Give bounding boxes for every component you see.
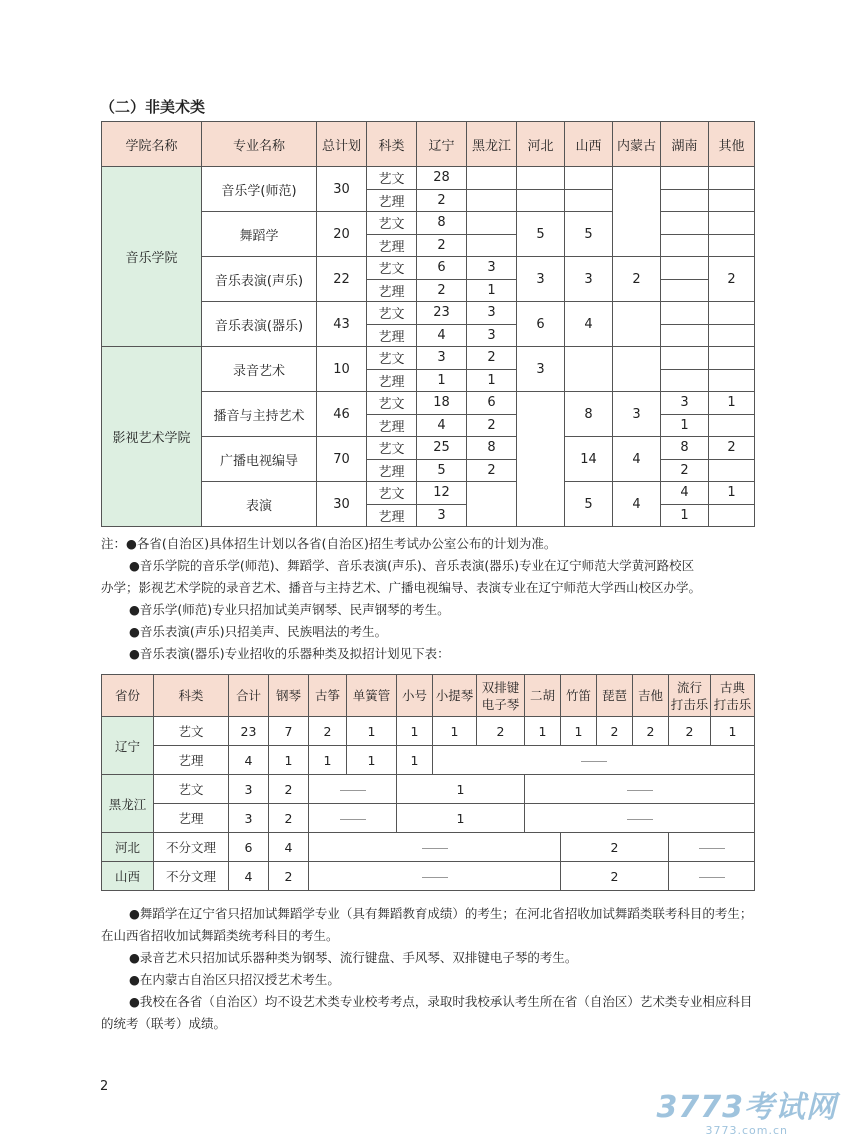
category-cell: 艺文	[367, 482, 417, 505]
empty-cell	[613, 167, 661, 257]
empty-cell	[467, 482, 517, 527]
value-cell: 3	[417, 347, 467, 370]
value-cell: 3	[613, 392, 661, 437]
total-cell: 10	[317, 347, 367, 392]
category-cell: 艺文	[367, 302, 417, 325]
watermark-logo	[657, 1082, 838, 1137]
value-cell: 3	[417, 504, 467, 527]
province-cell: 河北	[102, 833, 154, 862]
section-title: （二）非美术类	[100, 98, 206, 116]
note-line: ●音乐学(师范)专业只招加试美声钢琴、民声钢琴的考生。	[129, 602, 450, 617]
empty-cell	[709, 414, 755, 437]
category-cell: 艺理	[367, 189, 417, 212]
value-cell: 2	[477, 717, 525, 746]
total-cell: 70	[317, 437, 367, 482]
dash-cell	[433, 746, 755, 775]
value-cell: 1	[397, 746, 433, 775]
category-cell: 艺文	[367, 167, 417, 190]
note-line: 办学；影视艺术学院的录音艺术、播音与主持艺术、广播电视编导、表演专业在辽宁师范大学西山校区办学。	[101, 580, 702, 595]
value-cell: 1	[397, 775, 525, 804]
dash-mark	[627, 790, 653, 791]
value-cell: 8	[565, 392, 613, 437]
value-cell: 12	[417, 482, 467, 505]
category-cell: 不分文理	[154, 833, 229, 862]
table-row	[102, 717, 755, 746]
province-cell: 黑龙江	[102, 775, 154, 833]
value-cell: 1	[467, 369, 517, 392]
dash-mark	[422, 877, 448, 878]
value-cell: 4	[229, 862, 269, 891]
value-cell: 4	[417, 324, 467, 347]
value-cell: 1	[661, 504, 709, 527]
empty-cell	[661, 234, 709, 257]
dash-cell	[669, 833, 755, 862]
dash-cell	[525, 775, 755, 804]
value-cell: 2	[561, 862, 669, 891]
value-cell: 1	[525, 717, 561, 746]
dash-cell	[669, 862, 755, 891]
table-row	[102, 804, 755, 833]
empty-cell	[709, 212, 755, 235]
total-cell: 30	[317, 167, 367, 212]
dash-mark	[340, 819, 366, 820]
header-cell: 古典 打击乐	[711, 675, 755, 717]
value-cell: 2	[709, 437, 755, 460]
note-line: ●我校在各省（自治区）均不设艺术类专业校考考点，录取时我校承认考生所在省（自治区）艺术类专业相应科目的统考（联考）成绩。	[101, 994, 753, 1031]
value-cell: 23	[229, 717, 269, 746]
dash-cell	[309, 775, 397, 804]
table-row	[102, 746, 755, 775]
header-cell: 吉他	[633, 675, 669, 717]
empty-cell	[661, 324, 709, 347]
header-cell: 专业名称	[202, 122, 317, 167]
dash-cell	[309, 862, 561, 891]
value-cell: 4	[613, 437, 661, 482]
category-cell: 艺文	[367, 212, 417, 235]
province-cell: 辽宁	[102, 717, 154, 775]
major-cell: 音乐学(师范)	[202, 167, 317, 212]
empty-cell	[661, 212, 709, 235]
value-cell: 1	[309, 746, 347, 775]
empty-cell	[709, 347, 755, 370]
instrument-plan-table	[101, 674, 755, 891]
empty-cell	[709, 324, 755, 347]
value-cell: 3	[517, 347, 565, 392]
total-cell: 20	[317, 212, 367, 257]
empty-cell	[709, 459, 755, 482]
major-cell: 表演	[202, 482, 317, 527]
value-cell: 1	[709, 482, 755, 505]
header-cell: 辽宁	[417, 122, 467, 167]
value-cell: 6	[417, 257, 467, 280]
header-cell: 科类	[154, 675, 229, 717]
value-cell: 4	[565, 302, 613, 347]
value-cell: 2	[269, 862, 309, 891]
value-cell: 2	[417, 234, 467, 257]
value-cell: 2	[661, 459, 709, 482]
note-line: ●录音艺术只招加试乐器种类为钢琴、流行键盘、手风琴、双排键电子琴的考生。	[129, 950, 578, 965]
value-cell: 2	[417, 279, 467, 302]
empty-cell	[565, 189, 613, 212]
value-cell: 28	[417, 167, 467, 190]
value-cell: 3	[661, 392, 709, 415]
empty-cell	[517, 189, 565, 212]
value-cell: 4	[269, 833, 309, 862]
value-cell: 4	[613, 482, 661, 527]
notes-block	[101, 533, 761, 665]
header-cell: 流行 打击乐	[669, 675, 711, 717]
value-cell: 2	[467, 414, 517, 437]
header-cell: 山西	[565, 122, 613, 167]
table-header-row	[102, 675, 755, 717]
college-cell: 影视艺术学院	[102, 347, 202, 527]
total-cell: 43	[317, 302, 367, 347]
header-cell: 科类	[367, 122, 417, 167]
table-row	[102, 833, 755, 862]
value-cell: 18	[417, 392, 467, 415]
empty-cell	[613, 347, 661, 392]
value-cell: 2	[269, 775, 309, 804]
notes-block-2	[101, 903, 761, 1035]
value-cell: 5	[417, 459, 467, 482]
header-cell: 总计划	[317, 122, 367, 167]
category-cell: 艺理	[367, 234, 417, 257]
value-cell: 1	[397, 717, 433, 746]
empty-cell	[661, 189, 709, 212]
table-row	[102, 347, 755, 370]
category-cell: 不分文理	[154, 862, 229, 891]
value-cell: 6	[229, 833, 269, 862]
empty-cell	[709, 234, 755, 257]
value-cell: 1	[269, 746, 309, 775]
empty-cell	[565, 347, 613, 392]
total-cell: 46	[317, 392, 367, 437]
empty-cell	[661, 167, 709, 190]
header-cell: 古筝	[309, 675, 347, 717]
table-row	[102, 167, 755, 190]
category-cell: 艺文	[154, 775, 229, 804]
empty-cell	[517, 392, 565, 527]
total-cell: 22	[317, 257, 367, 302]
value-cell: 2	[561, 833, 669, 862]
table-row	[102, 862, 755, 891]
value-cell: 7	[269, 717, 309, 746]
value-cell: 2	[709, 257, 755, 302]
value-cell: 2	[417, 189, 467, 212]
value-cell: 3	[229, 775, 269, 804]
category-cell: 艺文	[154, 717, 229, 746]
value-cell: 4	[229, 746, 269, 775]
value-cell: 3	[229, 804, 269, 833]
value-cell: 1	[711, 717, 755, 746]
header-cell: 学院名称	[102, 122, 202, 167]
header-cell: 其他	[709, 122, 755, 167]
category-cell: 艺文	[367, 437, 417, 460]
value-cell: 2	[467, 459, 517, 482]
table-header-row	[102, 122, 755, 167]
category-cell: 艺文	[367, 347, 417, 370]
header-cell: 琵琶	[597, 675, 633, 717]
value-cell: 1	[709, 392, 755, 415]
header-cell: 双排键 电子琴	[477, 675, 525, 717]
major-cell: 舞蹈学	[202, 212, 317, 257]
value-cell: 3	[467, 324, 517, 347]
value-cell: 2	[269, 804, 309, 833]
empty-cell	[467, 189, 517, 212]
empty-cell	[661, 347, 709, 370]
note-line: ●舞蹈学在辽宁省只招加试舞蹈学专业（具有舞蹈教育成绩）的考生；在河北省招收加试舞蹈类联考科目的考生；在山西省招收加试舞蹈类统考科目的考生。	[101, 906, 753, 943]
value-cell: 1	[433, 717, 477, 746]
empty-cell	[467, 234, 517, 257]
category-cell: 艺理	[367, 279, 417, 302]
dash-mark	[699, 877, 725, 878]
empty-cell	[709, 369, 755, 392]
note-line: ●在内蒙古自治区只招汉授艺术考生。	[129, 972, 340, 987]
value-cell: 1	[347, 746, 397, 775]
category-cell: 艺理	[367, 324, 417, 347]
value-cell: 1	[661, 414, 709, 437]
empty-cell	[565, 167, 613, 190]
header-cell: 单簧管	[347, 675, 397, 717]
header-cell: 小提琴	[433, 675, 477, 717]
value-cell: 1	[561, 717, 597, 746]
value-cell: 23	[417, 302, 467, 325]
major-cell: 播音与主持艺术	[202, 392, 317, 437]
value-cell: 5	[565, 212, 613, 257]
category-cell: 艺理	[367, 369, 417, 392]
value-cell: 8	[661, 437, 709, 460]
header-cell: 二胡	[525, 675, 561, 717]
empty-cell	[709, 189, 755, 212]
page-number: 2	[100, 1079, 109, 1094]
header-cell: 省份	[102, 675, 154, 717]
value-cell: 4	[661, 482, 709, 505]
category-cell: 艺文	[367, 392, 417, 415]
header-cell: 内蒙古	[613, 122, 661, 167]
category-cell: 艺理	[154, 804, 229, 833]
empty-cell	[709, 167, 755, 190]
value-cell: 2	[467, 347, 517, 370]
value-cell: 1	[397, 804, 525, 833]
value-cell: 25	[417, 437, 467, 460]
value-cell: 3	[467, 257, 517, 280]
category-cell: 艺理	[367, 414, 417, 437]
dash-mark	[627, 819, 653, 820]
value-cell: 3	[467, 302, 517, 325]
value-cell: 6	[467, 392, 517, 415]
header-cell: 竹笛	[561, 675, 597, 717]
category-cell: 艺理	[154, 746, 229, 775]
note-line: ●音乐表演(器乐)专业招收的乐器种类及拟招计划见下表：	[129, 646, 450, 661]
category-cell: 艺理	[367, 459, 417, 482]
note-line: ●音乐学院的音乐学(师范)、舞蹈学、音乐表演(声乐)、音乐表演(器乐)专业在辽宁师范大学黄河路校区	[129, 558, 695, 573]
value-cell: 14	[565, 437, 613, 482]
value-cell: 1	[467, 279, 517, 302]
header-cell: 湖南	[661, 122, 709, 167]
value-cell: 8	[417, 212, 467, 235]
note-line: 注：●各省(自治区)具体招生计划以各省(自治区)招生考试办公室公布的计划为准。	[101, 536, 557, 551]
value-cell: 2	[669, 717, 711, 746]
dash-mark	[340, 790, 366, 791]
value-cell: 6	[517, 302, 565, 347]
value-cell: 3	[517, 257, 565, 302]
major-cell: 录音艺术	[202, 347, 317, 392]
dash-mark	[422, 848, 448, 849]
major-cell: 音乐表演(声乐)	[202, 257, 317, 302]
header-cell: 河北	[517, 122, 565, 167]
header-cell: 小号	[397, 675, 433, 717]
empty-cell	[709, 504, 755, 527]
empty-cell	[517, 167, 565, 190]
major-cell: 广播电视编导	[202, 437, 317, 482]
header-cell: 钢琴	[269, 675, 309, 717]
empty-cell	[709, 302, 755, 325]
dash-cell	[309, 804, 397, 833]
category-cell: 艺文	[367, 257, 417, 280]
note-line: ●音乐表演(声乐)只招美声、民族唱法的考生。	[129, 624, 388, 639]
empty-cell	[661, 369, 709, 392]
watermark-sub: 3773.com.cn	[705, 1124, 788, 1137]
empty-cell	[613, 302, 661, 347]
value-cell: 2	[613, 257, 661, 302]
province-cell: 山西	[102, 862, 154, 891]
table-row	[102, 775, 755, 804]
watermark-main: 3773考试网	[656, 1090, 837, 1125]
college-cell: 音乐学院	[102, 167, 202, 347]
dash-cell	[309, 833, 561, 862]
empty-cell	[661, 279, 709, 302]
dash-mark	[581, 761, 607, 762]
value-cell: 2	[597, 717, 633, 746]
dash-cell	[525, 804, 755, 833]
header-cell: 黑龙江	[467, 122, 517, 167]
value-cell: 2	[633, 717, 669, 746]
value-cell: 3	[565, 257, 613, 302]
value-cell: 5	[565, 482, 613, 527]
total-cell: 30	[317, 482, 367, 527]
value-cell: 1	[417, 369, 467, 392]
value-cell: 4	[417, 414, 467, 437]
empty-cell	[661, 257, 709, 280]
value-cell: 1	[347, 717, 397, 746]
non-art-plan-table	[101, 121, 755, 527]
empty-cell	[467, 212, 517, 235]
value-cell: 8	[467, 437, 517, 460]
header-cell: 合计	[229, 675, 269, 717]
empty-cell	[467, 167, 517, 190]
value-cell: 2	[309, 717, 347, 746]
empty-cell	[661, 302, 709, 325]
value-cell: 5	[517, 212, 565, 257]
category-cell: 艺理	[367, 504, 417, 527]
major-cell: 音乐表演(器乐)	[202, 302, 317, 347]
dash-mark	[699, 848, 725, 849]
